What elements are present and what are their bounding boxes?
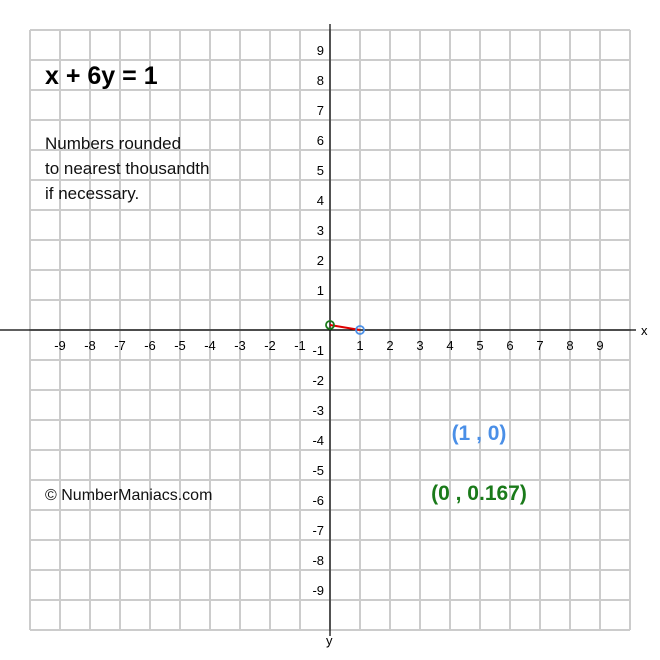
x-tick-label: -6: [144, 338, 156, 353]
x-tick-label: 5: [476, 338, 484, 353]
y-tick-label: -7: [312, 523, 324, 538]
x-tick-label: -3: [234, 338, 246, 353]
x-tick-label: -7: [114, 338, 126, 353]
x-tick-label: 2: [386, 338, 394, 353]
x-axis-label: x: [641, 323, 648, 338]
y-tick-label: -8: [312, 553, 324, 568]
y-tick-label: -1: [312, 343, 324, 358]
y-tick-label: 6: [316, 133, 324, 148]
y-tick-label: 4: [316, 193, 324, 208]
y-tick-label: -2: [312, 373, 324, 388]
y-tick-label: 2: [316, 253, 324, 268]
x-tick-label: -1: [294, 338, 306, 353]
y-tick-label: 7: [316, 103, 324, 118]
equation-title: x + 6y = 1: [45, 62, 158, 90]
x-tick-label: 7: [536, 338, 544, 353]
x-tick-label: -5: [174, 338, 186, 353]
x-tick-label: 1: [356, 338, 364, 353]
x-tick-label: -9: [54, 338, 66, 353]
y-tick-label: -4: [312, 433, 324, 448]
note-line-3: if necessary.: [45, 184, 140, 203]
copyright: © NumberManiacs.com: [45, 487, 213, 504]
y-tick-label: -3: [312, 403, 324, 418]
x-tick-label: -8: [84, 338, 96, 353]
note-line-2: to nearest thousandth: [45, 159, 210, 178]
y-tick-label: -6: [312, 493, 324, 508]
x-intercept-label: (1 , 0): [451, 422, 507, 445]
x-tick-label: 9: [596, 338, 604, 353]
y-tick-label: 5: [316, 163, 324, 178]
x-tick-label: 8: [566, 338, 574, 353]
y-tick-label: 3: [316, 223, 324, 238]
y-tick-label: 8: [316, 73, 324, 88]
x-tick-label: -4: [204, 338, 216, 353]
y-tick-label: -5: [312, 463, 324, 478]
y-axis-label: y: [326, 633, 333, 648]
note-line-1: Numbers rounded: [45, 134, 182, 153]
x-tick-label: 4: [446, 338, 454, 353]
x-tick-label: -2: [264, 338, 276, 353]
y-tick-label: 9: [316, 43, 324, 58]
x-tick-label: 6: [506, 338, 514, 353]
y-tick-label: 1: [316, 283, 324, 298]
x-tick-label: 3: [416, 338, 424, 353]
y-intercept-label: (0 , 0.167): [431, 482, 527, 505]
y-tick-label: -9: [312, 583, 324, 598]
